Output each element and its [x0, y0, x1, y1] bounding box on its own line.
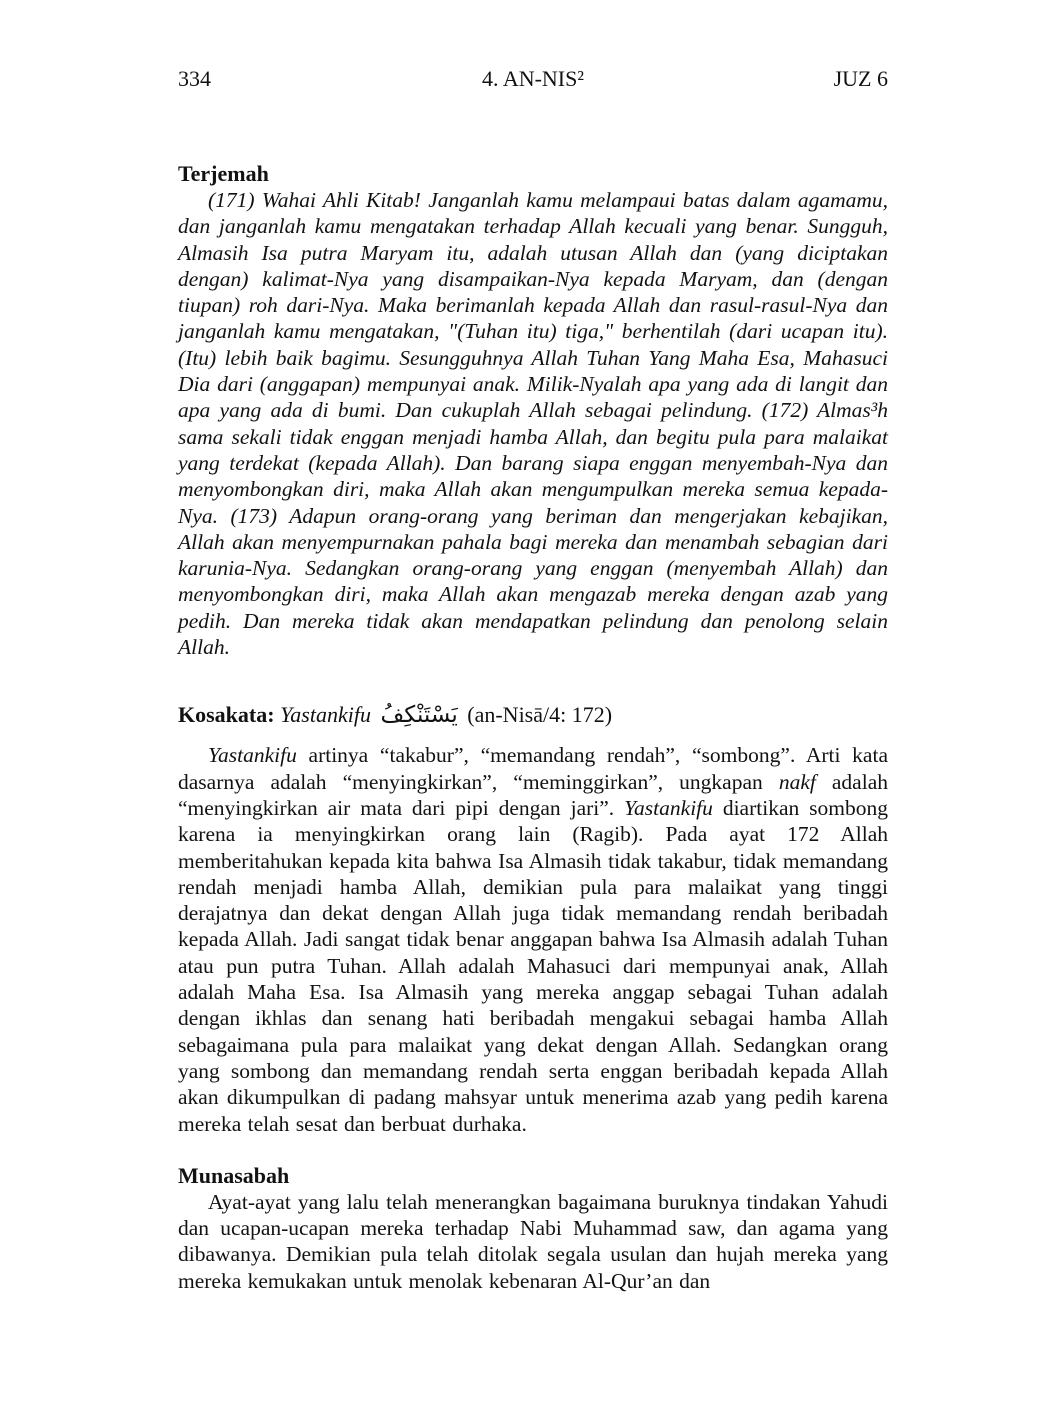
kosakata-label: Kosakata: [178, 702, 275, 728]
kosakata-reference: (an-Nisā/4: 172) [467, 702, 613, 728]
munasabah-paragraph: Ayat-ayat yang lalu telah menerangkan bagaimana buruknya tindakan Yahudi dan ucapan-ucapan mereka terhadap Nabi Muhammad saw, dan agama yang dibawanya. Demikian pula telah ditolak segala usulan dan hujah mereka yang mereka kemukakan untuk menolak kebenaran Al-Qur’an dan [178, 1189, 888, 1293]
page-number: 334 [178, 66, 211, 91]
terjemah-paragraph: (171) Wahai Ahli Kitab! Janganlah kamu melampaui batas dalam agamamu, dan janganlah kamu mengatakan terhadap Allah kecuali yang benar. Sungguh, Almasih Isa putra Maryam itu, adalah utusan Allah dan (yang diciptakan dengan) kalimat-Nya yang disampaikan-Nya kepada Maryam, dan (dengan tiupan) roh dari-Nya. Maka berimanlah kepada Allah dan rasul-rasul-Nya dan janganlah kamu mengatakan, "(Tuhan itu) tiga," berhentilah (dari ucapan itu). (Itu) lebih baik bagimu. Sesungguhnya Allah Tuhan Yang Maha Esa, Mahasuci Dia dari (anggapan) mempunyai anak. Milik-Nyalah apa yang ada di langit dan apa yang ada di bumi. Dan cukuplah Allah sebagai pelindung. (172) Almas³h sama sekali tidak enggan menjadi hamba Allah, dan begitu pula para malaikat yang terdekat (kepada Allah). Dan barang siapa enggan menyembah-Nya dan menyombongkan diri, maka Allah akan mengumpulkan mereka semua kepada-Nya. (173) Adapun orang-orang yang beriman dan mengerjakan kebajikan, Allah akan menyempurnakan pahala bagi mereka dan menambah sebagian dari karunia-Nya. Sedangkan orang-orang yang enggan (menyembah Allah) dan menyombongkan diri, maka Allah akan mengazab mereka dengan azab yang pedih. Dan mereka tidak akan mendapatkan pelindung dan penolong selain Allah. [178, 188, 888, 660]
section-kosakata [178, 700, 888, 1136]
terjemah-heading: Terjemah [178, 161, 269, 186]
section-terjemah [178, 161, 888, 660]
kosakata-term-arabic: يَسْتَنْكِفُ [380, 702, 458, 729]
section-munasabah [178, 1163, 888, 1294]
kosakata-term-latin: Yastankifu [280, 702, 371, 728]
juz-label: JUZ 6 [833, 66, 888, 91]
surah-title: 4. AN-NIS² [482, 66, 584, 91]
running-header [178, 66, 888, 92]
munasabah-heading: Munasabah [178, 1162, 290, 1188]
kosakata-line [178, 700, 888, 730]
kosakata-paragraph: Yastankifu artinya “takabur”, “memandang rendah”, “sombong”. Arti kata dasarnya adalah “menyingkirkan”, “meminggirkan”, ungkapan nakf adalah “menyingkirkan air mata dari pipi dengan jari”. Yastankifu diartikan sombong karena ia menyingkirkan orang lain (Ragib). Pada ayat 172 Allah memberitahukan kepada kita bahwa Isa Almasih tidak takabur, tidak memandang rendah menjadi hamba Allah, demikian pula para malaikat yang tinggi derajatnya dan dekat dengan Allah juga tidak memandang rendah beribadah kepada Allah. Jadi sangat tidak benar anggapan bahwa Isa Almasih adalah Tuhan atau pun putra Tuhan. Allah adalah Mahasuci dari mempunyai anak, Allah adalah Maha Esa. Isa Almasih yang mereka anggap sebagai Tuhan adalah dengan ikhlas dan senang hati beribadah mengakui sebagai hamba Allah sebagaimana pula para malaikat yang dekat dengan Allah. Sedangkan orang yang sombong dan memandang rendah serta enggan beribadah kepada Allah akan dikumpulkan di padang mahsyar untuk menerima azab yang pedih karena mereka telah sesat dan berbuat durhaka. [178, 743, 888, 1136]
